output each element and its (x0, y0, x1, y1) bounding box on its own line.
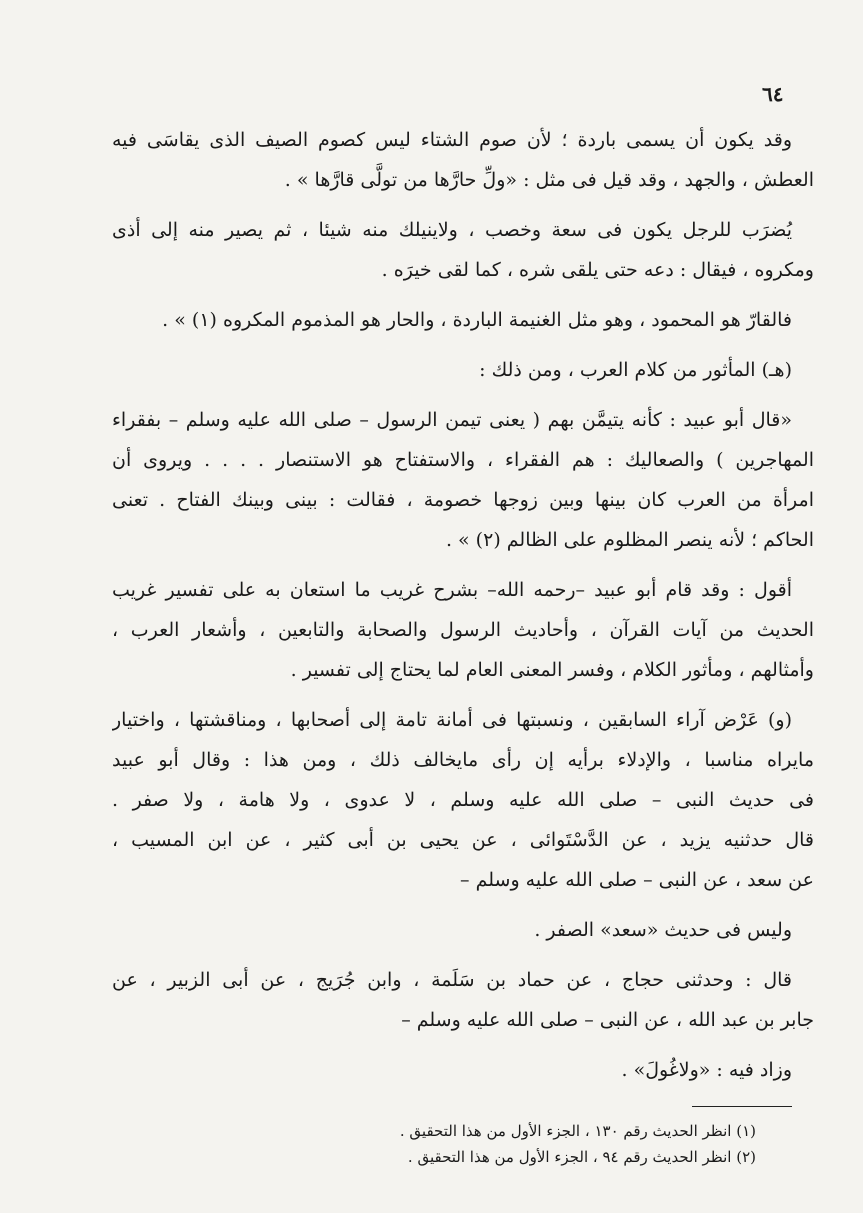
footnotes (300, 1118, 756, 1170)
text-line: المهاجرين ) والصعاليك : هم الفقراء ، والاستفتاح هو الاستنصار . . . . ويروى أن (112, 449, 814, 471)
footnote-divider (692, 1106, 792, 1107)
text-line: قال حدثنيه يزيد ، عن الدَّسْتَوائى ، عن يحيى بن أبى كثير ، عن ابن المسيب ، (112, 829, 814, 851)
paragraph (112, 570, 814, 690)
paragraph (112, 910, 814, 950)
text-line: فالقارّ هو المحمود ، وهو مثل الغنيمة الباردة ، والحار هو المذموم المكروه (١) » . (162, 309, 792, 331)
footnote-1: (١) انظر الحديث رقم ١٣٠ ، الجزء الأول من هذا التحقيق . (399, 1122, 756, 1140)
paragraph (112, 120, 814, 200)
text-line: امرأة من العرب كان بينها وبين زوجها خصومة ، فقالت : بينى وبينك الفتاح . تعنى (112, 489, 814, 511)
paragraph (112, 300, 814, 340)
text-line: أقول : وقد قام أبو عبيد –رحمه الله– بشرح غريب ما استعان به على تفسير غريب (112, 579, 792, 601)
text-line: مايراه مناسبا ، والإدلاء برأيه إن رأى مايخالف ذلك ، ومن هذا : وقال أبو عبيد (112, 749, 814, 771)
text-line: (هـ) المأثور من كلام العرب ، ومن ذلك : (479, 359, 792, 381)
footnote-2: (٢) انظر الحديث رقم ٩٤ ، الجزء الأول من هذا التحقيق . (407, 1148, 756, 1166)
paragraph (112, 700, 814, 900)
text-line: وليس فى حديث «سعد» الصفر . (534, 919, 792, 941)
text-line: «قال أبو عبيد : كأنه يتيمَّن بهم ( يعنى تيمن الرسول – صلى الله عليه وسلم – بفقراء (112, 409, 792, 431)
text-line: عن سعد ، عن النبى – صلى الله عليه وسلم – (460, 869, 814, 891)
paragraph (112, 350, 814, 390)
text-line: وزاد فيه : «ولاغُولَ» . (621, 1059, 792, 1081)
text-line: (و) عَرْض آراء السابقين ، ونسبتها فى أمانة تامة إلى أصحابها ، ومناقشتها ، واختيار (112, 709, 792, 731)
paragraph (112, 210, 814, 290)
text-line: ومكروه ، فيقال : دعه حتى يلقى شره ، كما لقى خيرَه . (381, 259, 814, 281)
text-line: وقد يكون أن يسمى باردة ؛ لأن صوم الشتاء ليس كصوم الصيف الذى يقاسَى فيه (112, 129, 792, 151)
text-line: الحاكم ؛ لأنه ينصر المظلوم على الظالم (٢) » . (445, 529, 814, 551)
text-line: العطش ، والجهد ، وقد قيل فى مثل : «ولِّ حارَّها من تولَّى قارَّها » . (284, 169, 814, 191)
paragraph (112, 400, 814, 560)
text-line: الحديث من آيات القرآن ، وأحاديث الرسول والصحابة والتابعين ، وأشعار العرب ، (112, 619, 814, 641)
page-number: ٦٤ (762, 82, 784, 106)
text-line: يُضرَب للرجل يكون فى سعة وخصب ، ولاينيلك منه شيئا ، ثم يصير منه إلى أذى (112, 219, 792, 241)
body-text (112, 120, 814, 1100)
text-line: جابر بن عبد الله ، عن النبى – صلى الله عليه وسلم – (401, 1009, 814, 1031)
paragraph (112, 1050, 814, 1090)
text-line: قال : وحدثنى حجاج ، عن حماد بن سَلَمة ، وابن جُرَيج ، عن أبى الزبير ، عن (112, 969, 792, 991)
paragraph (112, 960, 814, 1040)
text-line: فى حديث النبى – صلى الله عليه وسلم ، لا عدوى ، ولا هامة ، ولا صفر . (112, 789, 814, 811)
text-line: وأمثالهم ، ومأثور الكلام ، وفسر المعنى العام لما يحتاج إلى تفسير . (290, 659, 814, 681)
